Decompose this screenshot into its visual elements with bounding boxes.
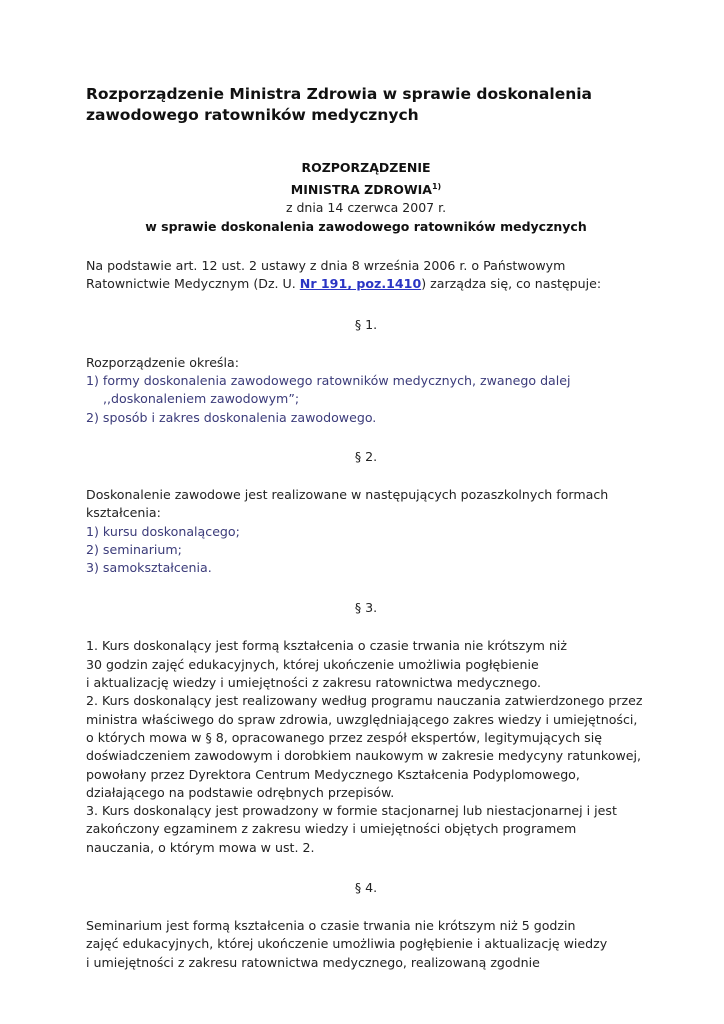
section-4-line-3: i umiejętności z zakresu ratownictwa medycznego, realizowaną zgodnie bbox=[86, 954, 540, 970]
section-3-para-1-line-3: i aktualizację wiedzy i umiejętności z zakresu ratownictwa medycznego. bbox=[86, 675, 541, 691]
document-page bbox=[86, 84, 646, 972]
legal-basis-tail: ) zarządza się, co następuje: bbox=[421, 276, 602, 292]
header-date: z dnia 14 czerwca 2007 r. bbox=[285, 200, 447, 216]
section-2-body bbox=[86, 486, 646, 577]
journal-link[interactable]: Nr 191, poz.1410 bbox=[299, 276, 422, 292]
section-4-line-2: zajęć edukacyjnych, której ukończenie umożliwia pogłębienie i aktualizację wiedzy bbox=[86, 936, 608, 952]
section-3-sign: § 3. bbox=[354, 600, 378, 616]
section-1-item-2: 2) sposób i zakres doskonalenia zawodowego. bbox=[86, 409, 377, 425]
section-1-intro: Rozporządzenie określa: bbox=[86, 354, 239, 370]
section-1-body bbox=[86, 354, 646, 427]
header-line-2 bbox=[86, 178, 646, 200]
section-3-body bbox=[86, 637, 646, 857]
header-ministry: MINISTRA ZDROWIA bbox=[290, 181, 432, 197]
section-4-body bbox=[86, 917, 646, 972]
section-2-intro: Doskonalenie zawodowe jest realizowane w następujących pozaszkolnych formach kształcenia: bbox=[86, 486, 609, 521]
section-2-item-3: 3) samokształcenia. bbox=[86, 560, 212, 576]
section-2-sign: § 2. bbox=[354, 448, 378, 464]
header-subject: w sprawie doskonalenia zawodowego ratowników medycznych bbox=[145, 218, 587, 234]
section-2-item-2: 2) seminarium; bbox=[86, 541, 182, 557]
document-title: Rozporządzenie Ministra Zdrowia w sprawie doskonalenia zawodowego ratowników medycznych bbox=[86, 85, 593, 124]
section-1-item-1: 1) formy doskonalenia zawodowego ratowników medycznych, zwanego dalej bbox=[86, 373, 571, 389]
section-1-sign: § 1. bbox=[354, 316, 378, 332]
section-4-sign: § 4. bbox=[354, 879, 378, 895]
header-line-1: ROZPORZĄDZENIE bbox=[301, 160, 431, 175]
section-3-para-1-line-1: 1. Kurs doskonalący jest formą kształcenia o czasie trwania nie krótszym niż bbox=[86, 638, 568, 654]
section-3-para-2: 2. Kurs doskonalący jest realizowany według programu nauczania zatwierdzonego przez ministra właściwego do spraw zdrowia, uwzględniającego zakres wiedzy i umiejętności, o których mowa w § 8, opracowanego przez zespół ekspertów, legitymujących się doświadczeniem zawodowym i dorobkiem naukowym w zakresie medycyny ratunkowej, powołany przez Dyrektora Centrum Medycznego Kształcenia Podyplomowego, działającego na podstawie odrębnych przepisów. bbox=[86, 693, 643, 800]
section-2-item-1: 1) kursu doskonalącego; bbox=[86, 523, 240, 539]
legal-basis-text: Na podstawie art. 12 ust. 2 ustawy z dnia 8 września 2006 r. o Państwowym Ratownictwie Medycznym (Dz. U. bbox=[86, 258, 566, 292]
footnote-marker[interactable]: 1) bbox=[431, 181, 442, 191]
regulation-header bbox=[86, 159, 646, 236]
section-3-para-1-line-2: 30 godzin zajęć edukacyjnych, której ukończenie umożliwia pogłębienie bbox=[86, 656, 539, 672]
section-1-item-1-cont: ,,doskonaleniem zawodowym”; bbox=[103, 391, 300, 407]
section-3-para-3: 3. Kurs doskonalący jest prowadzony w formie stacjonarnej lub niestacjonarnej i jest zakończony egzaminem z zakresu wiedzy i umiejętności objętych programem nauczania, o którym mowa w ust. 2. bbox=[86, 803, 617, 855]
section-4-line-1: Seminarium jest formą kształcenia o czasie trwania nie krótszym niż 5 godzin bbox=[86, 917, 576, 933]
legal-basis bbox=[86, 257, 646, 294]
